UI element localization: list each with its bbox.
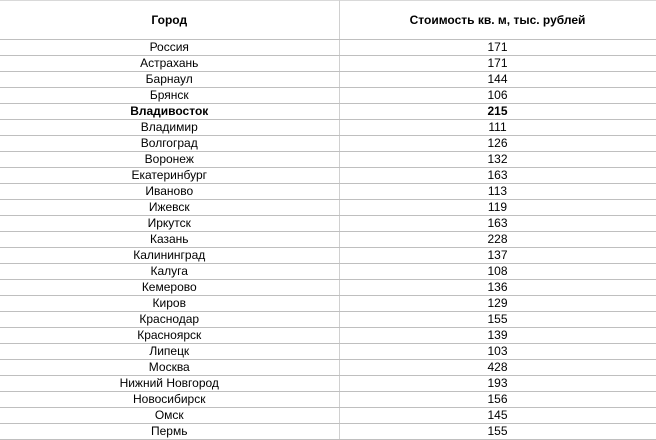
table-row xyxy=(0,344,656,360)
table-row xyxy=(0,360,656,376)
price-cell: 111 xyxy=(339,120,656,136)
city-cell: Барнаул xyxy=(0,72,339,88)
city-cell: Красноярск xyxy=(0,328,339,344)
price-cell: 228 xyxy=(339,232,656,248)
city-cell: Новосибирск xyxy=(0,392,339,408)
city-cell: Астрахань xyxy=(0,56,339,72)
price-cell: 137 xyxy=(339,248,656,264)
table-row xyxy=(0,120,656,136)
city-cell: Краснодар xyxy=(0,312,339,328)
price-cell: 163 xyxy=(339,168,656,184)
price-cell: 155 xyxy=(339,312,656,328)
table-row xyxy=(0,408,656,424)
table-row xyxy=(0,184,656,200)
table-row xyxy=(0,72,656,88)
price-cell: 144 xyxy=(339,72,656,88)
price-cell: 215 xyxy=(339,104,656,120)
city-cell: Владимир xyxy=(0,120,339,136)
table-row xyxy=(0,424,656,440)
city-cell: Волгоград xyxy=(0,136,339,152)
city-cell: Екатеринбург xyxy=(0,168,339,184)
price-cell: 136 xyxy=(339,280,656,296)
table-row xyxy=(0,152,656,168)
city-cell: Иркутск xyxy=(0,216,339,232)
header-row xyxy=(0,0,656,40)
table-row xyxy=(0,216,656,232)
price-cell: 163 xyxy=(339,216,656,232)
table-row xyxy=(0,232,656,248)
city-cell: Москва xyxy=(0,360,339,376)
table-row xyxy=(0,40,656,56)
city-cell: Иваново xyxy=(0,184,339,200)
table-row xyxy=(0,104,656,120)
price-cell: 155 xyxy=(339,424,656,440)
price-cell: 132 xyxy=(339,152,656,168)
price-cell: 108 xyxy=(339,264,656,280)
price-cell: 171 xyxy=(339,40,656,56)
header-price: Стоимость кв. м, тыс. рублей xyxy=(339,0,656,40)
price-cell: 126 xyxy=(339,136,656,152)
city-cell: Киров xyxy=(0,296,339,312)
city-cell: Воронеж xyxy=(0,152,339,168)
price-cell: 145 xyxy=(339,408,656,424)
table-row xyxy=(0,168,656,184)
price-cell: 139 xyxy=(339,328,656,344)
table-row xyxy=(0,280,656,296)
city-cell: Нижний Новгород xyxy=(0,376,339,392)
table-row xyxy=(0,392,656,408)
city-cell: Ижевск xyxy=(0,200,339,216)
table-row xyxy=(0,56,656,72)
city-cell: Пермь xyxy=(0,424,339,440)
table-row xyxy=(0,312,656,328)
city-cell: Калуга xyxy=(0,264,339,280)
header-city: Город xyxy=(0,0,339,40)
city-cell: Владивосток xyxy=(0,104,339,120)
price-cell: 113 xyxy=(339,184,656,200)
table-row xyxy=(0,136,656,152)
table-row xyxy=(0,200,656,216)
city-cell: Россия xyxy=(0,40,339,56)
price-cell: 106 xyxy=(339,88,656,104)
table-row xyxy=(0,328,656,344)
city-cell: Липецк xyxy=(0,344,339,360)
city-cell: Калининград xyxy=(0,248,339,264)
city-cell: Кемерово xyxy=(0,280,339,296)
price-cell: 156 xyxy=(339,392,656,408)
table-row xyxy=(0,296,656,312)
price-cell: 193 xyxy=(339,376,656,392)
price-cell: 171 xyxy=(339,56,656,72)
table-row xyxy=(0,88,656,104)
price-cell: 103 xyxy=(339,344,656,360)
city-cell: Казань xyxy=(0,232,339,248)
city-cell: Омск xyxy=(0,408,339,424)
city-cell: Брянск xyxy=(0,88,339,104)
table-row xyxy=(0,248,656,264)
price-cell: 119 xyxy=(339,200,656,216)
price-cell: 428 xyxy=(339,360,656,376)
table-row xyxy=(0,376,656,392)
price-cell: 129 xyxy=(339,296,656,312)
table-body xyxy=(0,40,656,440)
table-row xyxy=(0,264,656,280)
